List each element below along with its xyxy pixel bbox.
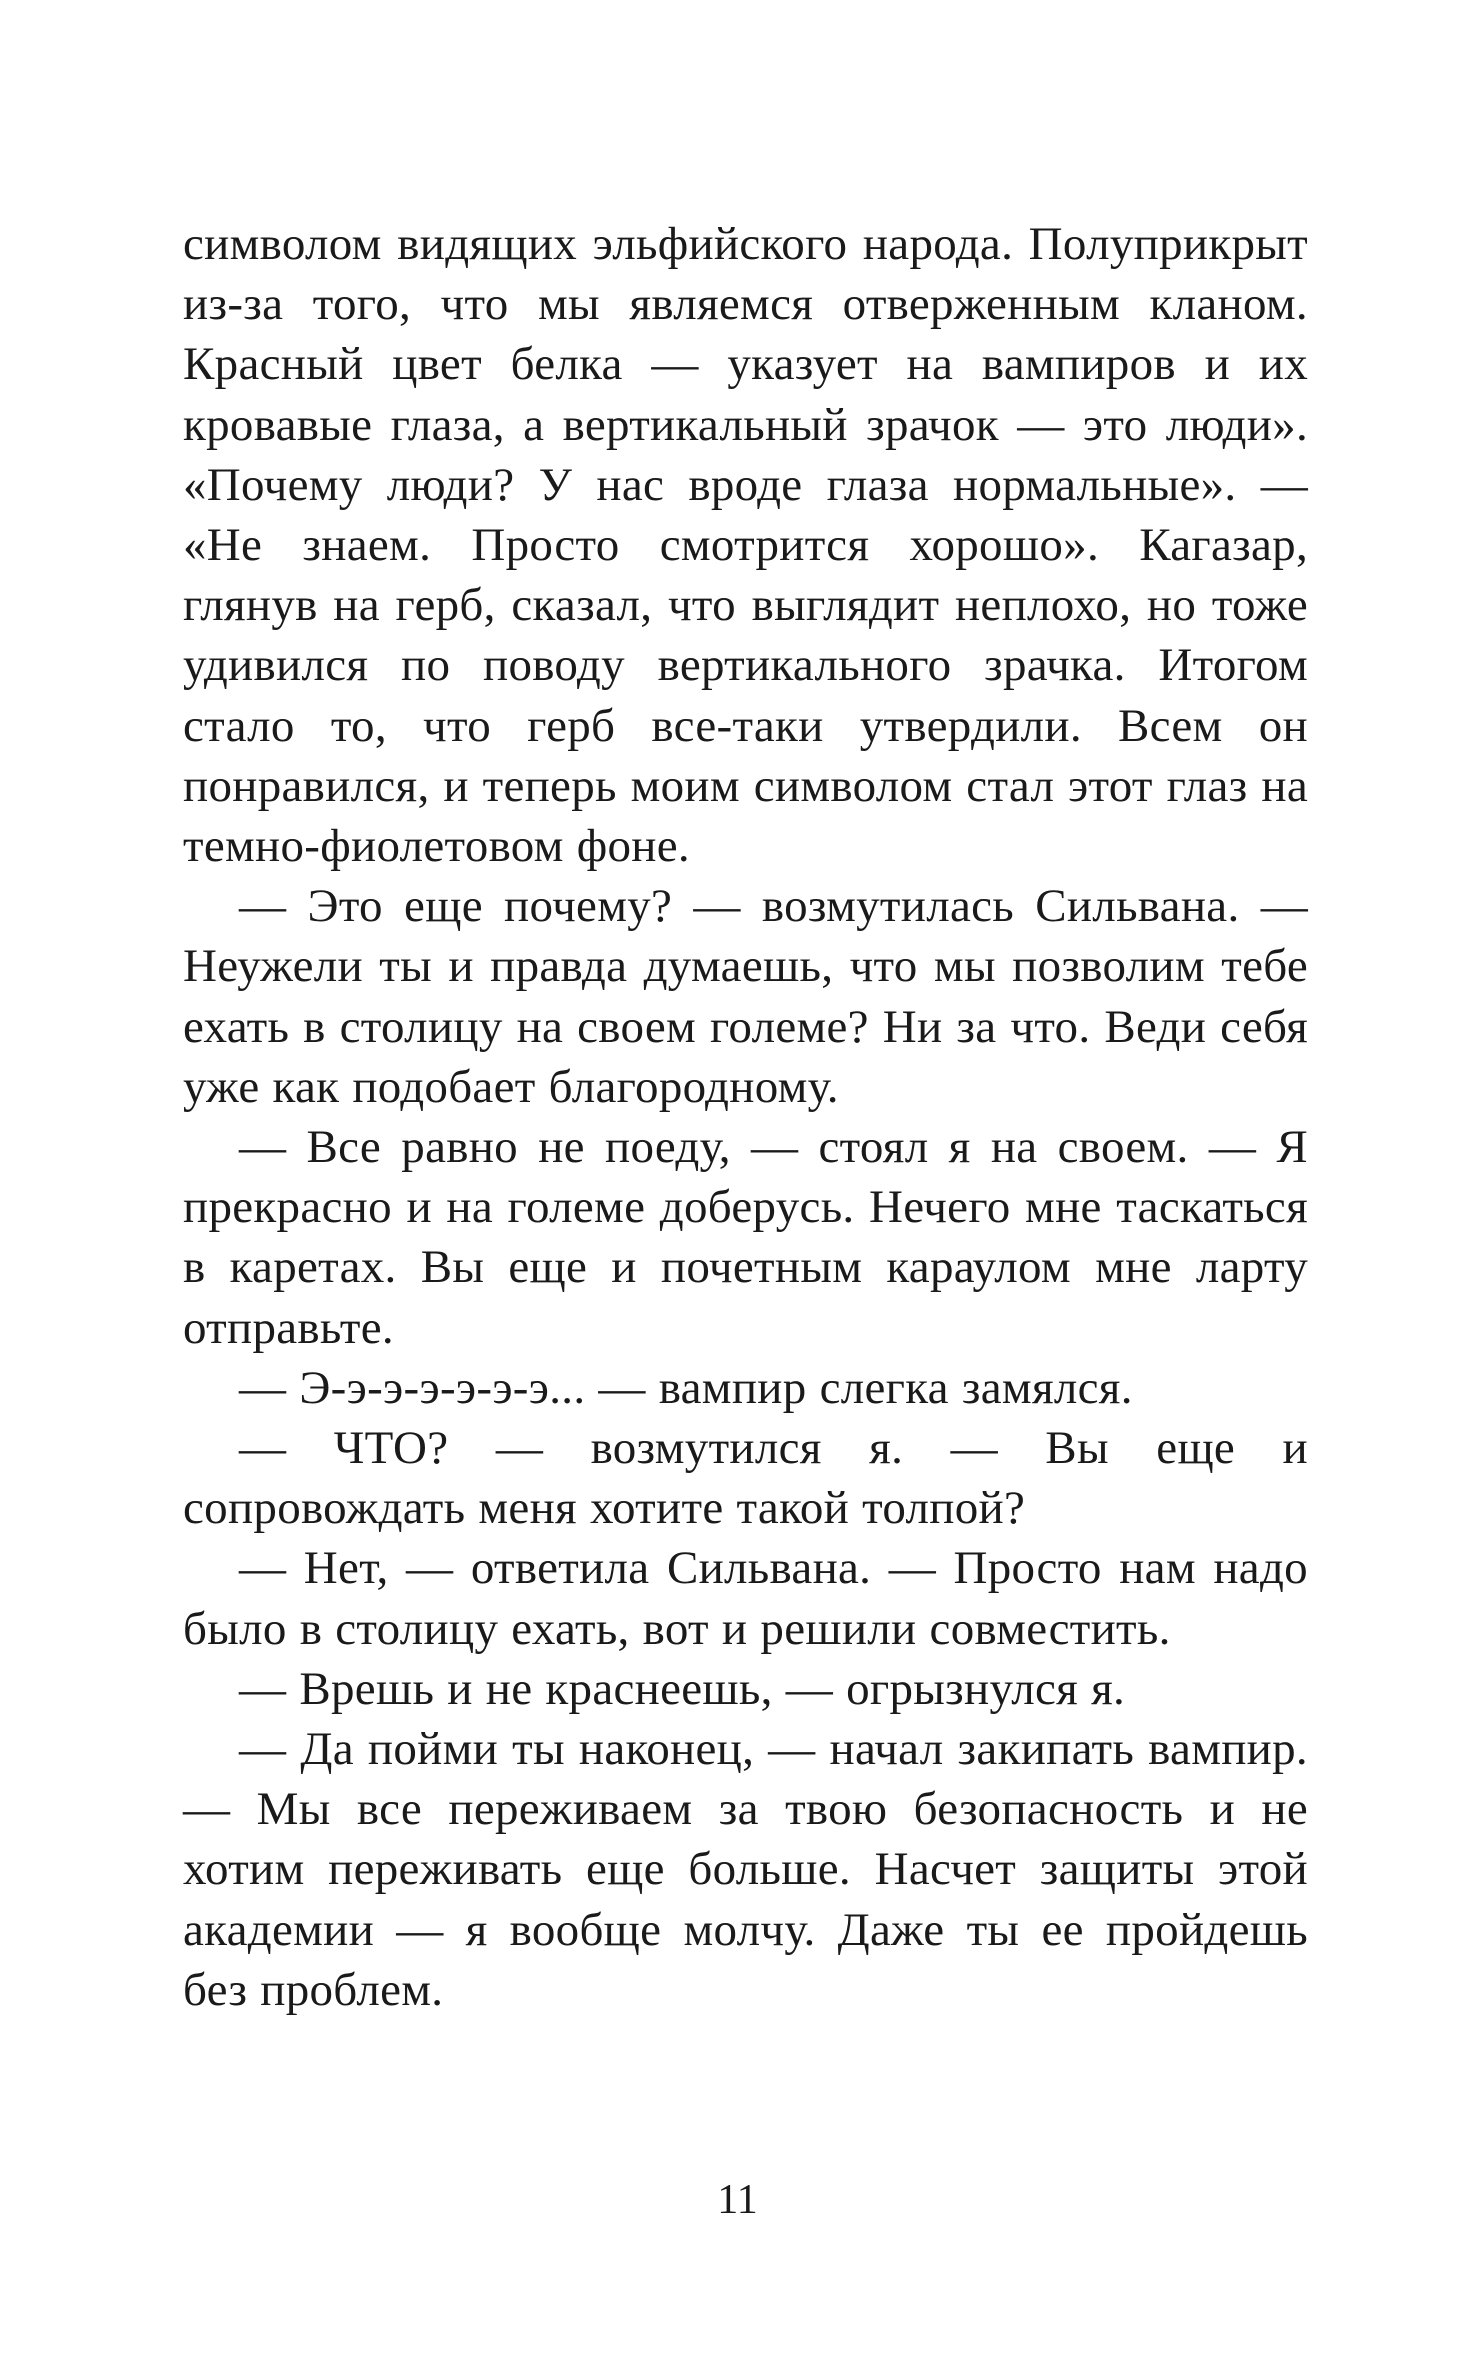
paragraph: — Это еще почему? — возмутилась Сильвана. — Неужели ты и правда думаешь, что мы позволим тебе ехать в столицу на своем големе? Ни за что. Веди себя уже как подобает благородному. xyxy=(183,880,1308,1113)
paragraph: — ЧТО? — возмутился я. — Вы еще и сопровождать меня хотите такой толпой? xyxy=(183,1422,1308,1535)
paragraph: — Э-э-э-э-э-э-э... — вампир слегка замялся. xyxy=(239,1361,1133,1414)
paragraph: — Врешь и не краснеешь, — огрызнулся я. xyxy=(239,1662,1126,1715)
paragraph: символом видящих эльфийского народа. Полуприкрыт из-за того, что мы являемся отверженным кланом. Красный цвет белка — указует на вампиров и их кровавые глаза, а вертикальный зрачок — это люди». «Почему люди? У нас вроде глаза нормальные». — «Не знаем. Просто смотрится хорошо». Кагазар, глянув на герб, сказал, что выглядит неплохо, но тоже удивился по поводу вертикального зрачка. Итогом стало то, что герб все-таки утвердили. Всем он понравился, и теперь моим символом стал этот глаз на темно-фиолетовом фоне. xyxy=(183,218,1308,873)
paragraph: — Да пойми ты наконец, — начал закипать вампир. — Мы все переживаем за твою безопасность и не хотим переживать еще больше. Насчет защиты этой академии — я вообще молчу. Даже ты ее пройдешь без проблем. xyxy=(183,1723,1308,2016)
page-body xyxy=(183,214,1308,2020)
page-number: 11 xyxy=(717,2177,758,2223)
paragraph: — Нет, — ответила Сильвана. — Просто нам надо было в столицу ехать, вот и решили совместить. xyxy=(183,1542,1308,1655)
paragraph: — Все равно не поеду, — стоял я на своем. — Я прекрасно и на големе доберусь. Нечего мне таскаться в каретах. Вы еще и почетным караулом мне ларту отправьте. xyxy=(183,1121,1308,1354)
